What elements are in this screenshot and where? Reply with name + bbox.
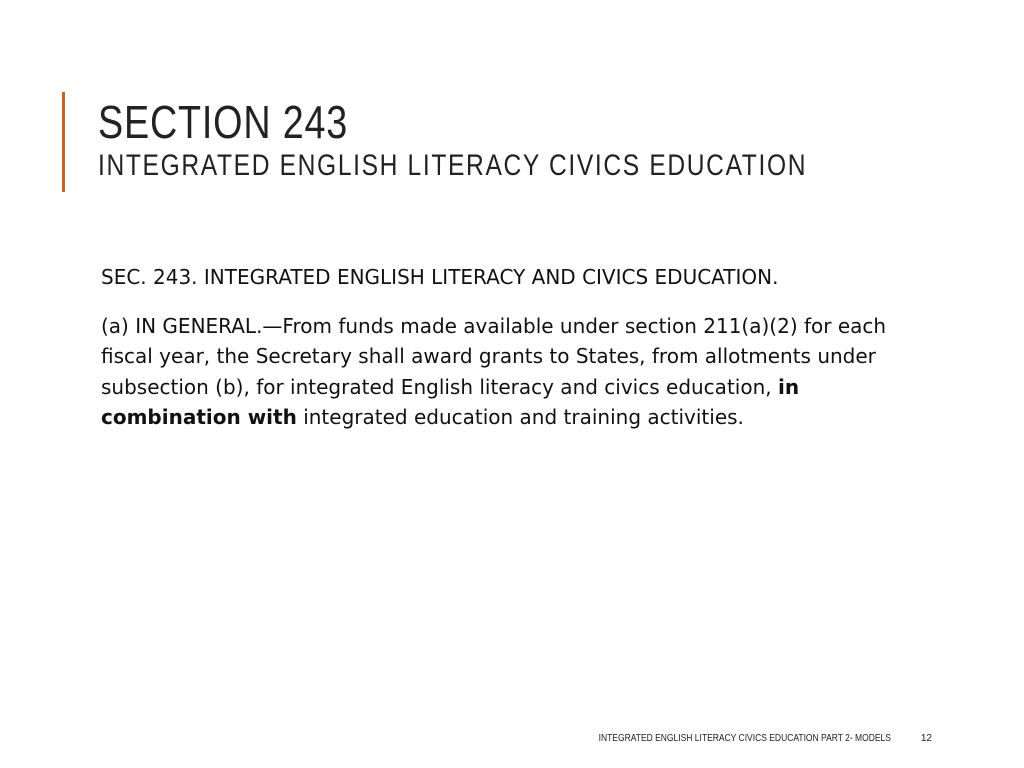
paragraph-emphasis: in combination with <box>101 374 800 429</box>
slide-title: SECTION 243 <box>98 96 349 148</box>
footer-text: INTEGRATED ENGLISH LITERACY CIVICS EDUCATION PART 2- MODELS <box>598 733 891 744</box>
section-paragraph <box>101 311 921 433</box>
title-block <box>98 96 978 184</box>
title-accent-bar <box>62 92 65 192</box>
paragraph-text-after: integrated education and training activities. <box>296 405 744 429</box>
slide-footer <box>500 733 932 744</box>
slide-subtitle: INTEGRATED ENGLISH LITERACY CIVICS EDUCATION <box>98 149 808 182</box>
paragraph-text-before: (a) IN GENERAL.—From funds made available under section 211(a)(2) for each fiscal year, the Secretary shall award grants to States, from allotments under subsection (b), for integrated English literacy and civics education, <box>101 313 887 399</box>
slide-content <box>101 262 921 449</box>
page-number: 12 <box>920 733 932 744</box>
section-heading: SEC. 243. INTEGRATED ENGLISH LITERACY AND CIVICS EDUCATION. <box>101 265 779 289</box>
